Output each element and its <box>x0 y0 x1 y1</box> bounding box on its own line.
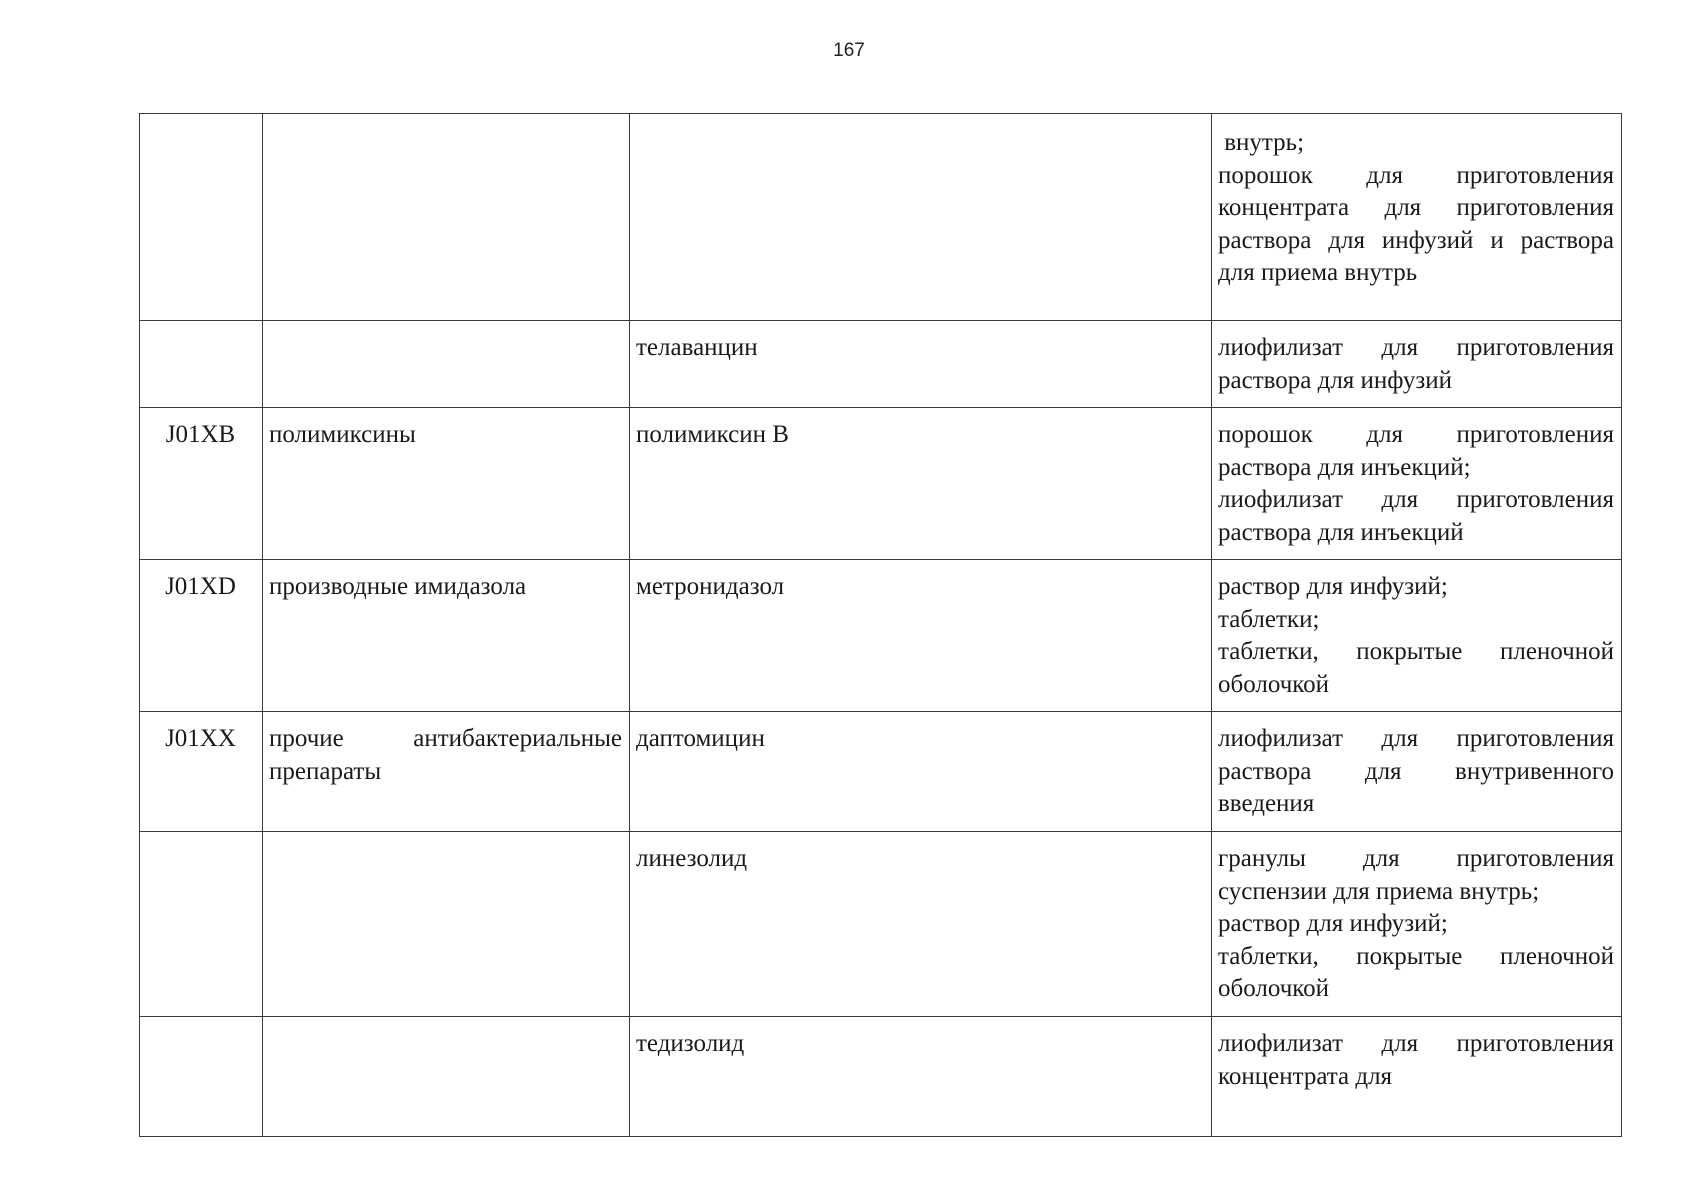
dosage-form-line: таблетки; <box>1218 605 1320 633</box>
table-row <box>140 560 1622 712</box>
dosage-form-line: внутрь; <box>1218 129 1305 156</box>
dosage-form-cell <box>1212 712 1622 832</box>
dosage-form-line: раствор для инфузий; <box>1218 573 1448 600</box>
group-cell <box>263 712 630 832</box>
drug-name-cell: линезолид <box>630 832 1212 1017</box>
table-row <box>140 408 1622 560</box>
table-row <box>140 1017 1622 1137</box>
dosage-form-line: лиофилизат для приготовления концентрата для <box>1218 1030 1614 1090</box>
dosage-form-line: порошок для приготовления раствора для инъекций; <box>1218 421 1614 481</box>
drug-name-cell: телаванцин <box>630 321 1212 408</box>
drug-table <box>139 113 1622 1137</box>
table-row <box>140 712 1622 832</box>
dosage-form-line: лиофилизат для приготовления раствора для инъекций <box>1218 486 1614 546</box>
group-cell <box>263 114 630 321</box>
group-cell <box>263 1017 630 1137</box>
group-cell <box>263 321 630 408</box>
group-cell: производные имидазола <box>263 560 630 712</box>
dosage-form-line: порошок для приготовления концентрата для приготовления раствора для инфузий и раствора для приема внутрь <box>1218 161 1614 287</box>
atc-code-cell <box>140 321 263 408</box>
dosage-form-cell <box>1212 832 1622 1017</box>
table-row <box>140 114 1622 321</box>
dosage-form-line: таблетки, покрытые пленочной оболочкой <box>1218 942 1614 1003</box>
dosage-form-line: гранулы для приготовления суспензии для приема внутрь; <box>1218 845 1614 905</box>
drug-name-cell <box>630 114 1212 321</box>
dosage-form-line: таблетки, покрытые пленочной оболочкой <box>1218 638 1614 698</box>
group-text: прочие антибактериальные препараты <box>269 725 622 785</box>
dosage-form-line: лиофилизат для приготовления раствора для внутривенного введения <box>1218 725 1614 818</box>
dosage-form-line: раствор для инфузий; <box>1218 910 1448 938</box>
drug-name-cell: тедизолид <box>630 1017 1212 1137</box>
atc-code-cell: J01XD <box>140 560 263 712</box>
dosage-form-cell <box>1212 321 1622 408</box>
dosage-form-line: лиофилизат для приготовления раствора для инфузий <box>1218 334 1614 394</box>
drug-name-cell: полимиксин В <box>630 408 1212 560</box>
table-row <box>140 321 1622 408</box>
atc-code-cell <box>140 832 263 1017</box>
atc-code-cell: J01XB <box>140 408 263 560</box>
group-cell: полимиксины <box>263 408 630 560</box>
atc-code-cell <box>140 1017 263 1137</box>
atc-code-cell <box>140 114 263 321</box>
dosage-form-cell <box>1212 114 1622 321</box>
dosage-form-cell <box>1212 408 1622 560</box>
page-number: 167 <box>833 40 865 61</box>
group-cell <box>263 832 630 1017</box>
atc-code-cell: J01XX <box>140 712 263 832</box>
dosage-form-cell <box>1212 1017 1622 1137</box>
drug-name-cell: метронидазол <box>630 560 1212 712</box>
drug-name-cell: даптомицин <box>630 712 1212 832</box>
dosage-form-cell <box>1212 560 1622 712</box>
table-row <box>140 832 1622 1017</box>
